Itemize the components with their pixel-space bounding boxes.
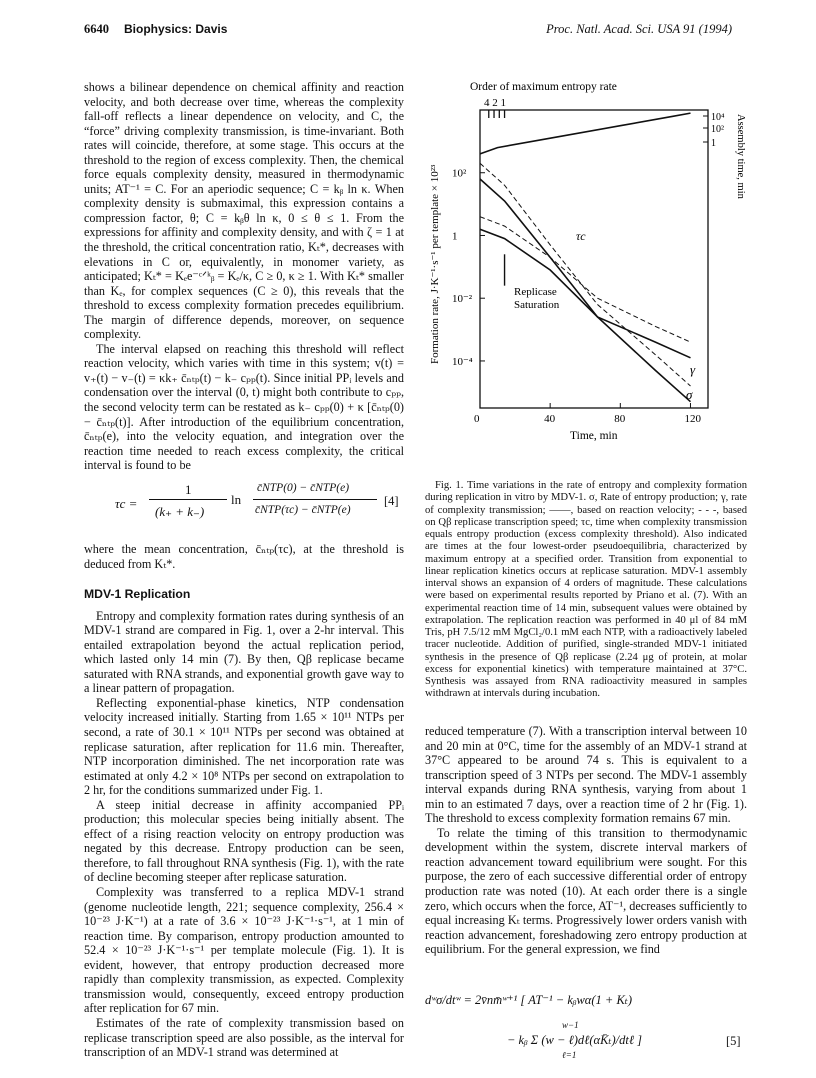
x-tick-label: 0 [474,413,480,425]
right-axis-label: Assembly time, min [735,114,746,199]
eq5-line1: dʷσ/dtʷ = 2v̄nm̄ʷ⁺¹ [ AT⁻¹ − kᵦwα(1 + Kₜ) [425,993,633,1007]
annotation-line1: Replicase [514,286,557,298]
y2-tick-label: 10⁴ [711,112,725,123]
eq4-ln: ln [231,492,242,507]
series-line-3 [480,163,691,386]
axes [452,110,725,425]
x-tick-label: 40 [544,413,556,425]
eq4-frac-num: 1 [185,482,192,497]
label-sigma: σ [686,387,693,402]
y-tick-label: 10⁻² [452,293,473,306]
paragraph: reduced temperature (7). With a transcription interval between 10 and 20 min at 0°C, time for the assembly of an MDV-1 strand at 37°C appeared to be around 74 s. This is equivalent to a transcription speed of 3 NTPs per second. The MDV-1 assembly interval expands during RNA synthesis, varying from about 1 min to an estimated 7 days, over a reaction time of 2 hr (Fig. 1). The threshold to excess complexity formation remains 67 min. [425,724,747,826]
paragraph: where the mean concentration, c̄ₙₜₚ(τc), at the threshold is deduced from Kₜ*. [84,542,404,571]
plot-area [480,113,691,402]
paragraph: Estimates of the rate of complexity transmission based on replicase transcription speed are also possible, as the interval for transcription of an MDV-1 strand was determined at [84,1015,404,1060]
caption-text: Fig. 1. Time variations in the rate of entropy and complexity formation during replication in vitro by MDV-1. σ, Rate of entropy production; γ, rate of complexity transmission; ——, based on reaction velocity; - - -, based on Qβ replicase transcription speed; τc, time when complexity transmission equals entropy production (excess complexity threshold). Also indicated are times at the four lowest-order pseudoequilibria, characterized by maximum entropy at a specified order. Transition from exponential to linear replication kinetics occurs at replicase saturation. MDV-1 assembly interval shows an expansion of 4 orders of magnitude. These calculations were based on experimental results reported by Priano et al. (7). With an experimental reaction time of 14 min, subsequent values were obtained by extrapolation. The replication reaction was performed in 40 μl of 84 mM Tris, pH 7.5/12 mM MgCl₂/0.1 mM each NTP, with a radioactively labeled tracer nucleotide. Addition of purified, single-stranded MDV-1 initiated synthesis in the presence of Qβ replicase (2.24 μg of protein, at molar excess for exponential kinetics) with temperature maintained at 37°C. Synthesis was assayed from RNA radioactivity measured in samples withdrawn at intervals during incubation. [425,480,747,700]
order-labels: 4 2 1 [484,97,506,109]
y-tick-label: 10⁻⁴ [452,355,473,368]
paragraph: shows a bilinear dependence on chemical affinity and reaction velocity, and both decrease over time, whereas the complexity fall-off reflects a linear dependence on velocity, and C, the “force” driving complexity transmission, is time-invariant. Both rates will coincide, therefore, at some stage. This occurs at the threshold to the region of excess complexity. Then, the chemical force equals complexity density, measured in thermodynamic units; AT⁻¹ = C. For an aperiodic sequence; C = kᵦ ln κ. When complexity density is submaximal, this expression contains a compression factor, θ; C = kᵦθ ln κ, 0 ≤ θ ≤ 1. From the expressions for affinity and complexity density, and with ζ = 1 at the threshold, the critical concentration ratio, Kₜ*, decreases with elevations in C or, equivalently, in monomer variety, as anticipated; Kₜ* = Kₑe⁻ᶜᐟᵏᵦ = Kₑ/κ, C ≥ 0, κ ≥ 1. With Kₜ* smaller than Kₑ, for complex sequences (C ≥ 0), this reveals that the threshold to excess complexity formation precedes equilibrium. The margin of difference depends, moreover, on sequence complexity. [84,80,404,342]
figure-caption [425,480,747,701]
paragraph: Reflecting exponential-phase kinetics, NTP condensation velocity increased initially. Starting from 1.65 × 10¹¹ NTPs per second, a rate of 30.1 × 10¹¹ NTPs per second was obtained at replicase saturation, after replication for 11.6 min. Thereafter, NTP incorporation diminished. The net incorporation rate was estimated at only 4.2 × 10⁸ NTPs per second on extrapolation to 2 hr, for the conditions summarized under Fig. 1. [84,695,404,798]
left-column [84,80,404,473]
series-line-0 [480,179,691,402]
series-line-4 [480,113,691,154]
label-tau: τc [576,229,586,243]
journal-citation: Proc. Natl. Acad. Sci. USA 91 (1994) [546,22,732,36]
eq5-sum-top: w−1 [562,1020,579,1030]
figure-1 [420,74,750,464]
y2-tick-label: 1 [711,138,716,149]
y-tick-label: 1 [452,230,458,243]
equation-5 [425,984,747,1064]
eq5-sum-bottom: ℓ=1 [562,1050,577,1060]
y2-tick-label: 10² [711,124,724,135]
y-axis-label: Formation rate, J·K⁻¹·s⁻¹ per template × 10²³ [429,164,441,364]
page-number: 6640 [84,22,109,36]
equation-4 [115,482,405,532]
series-line-1 [480,229,691,358]
paragraph: To relate the timing of this transition to thermodynamic development within the system, discrete interval markers of reaction advancement toward equilibrium were sought. For this purpose, the zero of each successive differential order of entropy production rate was noted (10). At each order there is a single zero, which occurs when the force, AT⁻¹, decreases sufficiently to equal increasing Kₜ terms. Progressively lower orders vanish with reaction advancement, foreshadowing zero entropy production at equilibrium. For the general expression, we find [425,825,747,957]
eq4-ratio-num: c̄NTP(0) − c̄NTP(e) [257,482,350,494]
paragraph: Complexity was transferred to a replica MDV-1 strand (genome nucleotide length, 221; sequence complexity, 256.4 × 10⁻²³ J·K⁻¹) at a rate of 3.6 × 10⁻²³ J·K⁻¹·s⁻¹, at 1 min of reaction time. By comparison, entropy production amounted to 52.4 × 10⁻²³ J·K⁻¹·s⁻¹ per template molecule (Fig. 1). It is evident, however, that entropy production decreased more rapidly than complexity transmission, as expected. Complexity transmission would, consequently, exceed entropy production after replication for 67 min. [84,885,404,1016]
section-title: MDV-1 Replication [84,587,191,602]
paragraph: The interval elapsed on reaching this threshold will reflect reaction velocity, which varies with time in this system; v(t) = v₊(t) − v₋(t) = κk₊ c̄ₙₜₚ(t) − k₋ cₚₚ(t). Since initial PPᵢ levels and condensation over the interval (0, t) might both contribute to cₚₚ, the second velocity term can be restated as k₋ cₚₚ(0) + κ [c̄ₙₜₚ(0) − c̄ₙₜₚ(t)]. After introduction of the equilibrium concentration, c̄ₙₜₚ(e), into the velocity equation, and integration over the reaction time needed to reach excess complexity, the critical interval is found to be [84,341,404,473]
y-tick-label: 10² [452,167,467,180]
paragraph: Entropy and complexity formation rates during synthesis of an MDV-1 strand are compared in Fig. 1, over a 2-hr interval. This entailed extrapolation beyond the actual replication period, which lasted only 14 min (7). By then, Qβ replicase became saturated with RNA strands, and exponential growth gave way to a linear pattern of propagation. [84,608,404,696]
x-axis-label: Time, min [570,430,618,442]
left-column-lower [84,542,404,1060]
paragraph: A steep initial decrease in affinity accompanied PPᵢ production; this molecular species being initially absent. The effect of a rising reaction velocity on entropy production was negated by this decrease. Entropy production can be seen, therefore, to fall throughout RNA synthesis (Fig. 1), with the rate of decline becoming steeper after replicase saturation. [84,797,404,885]
annotation-line2: Saturation [514,299,560,311]
equation-5-number: [5] [726,1034,741,1048]
right-column [425,724,747,957]
x-tick-label: 80 [614,413,626,425]
equation-4-number: [4] [384,494,399,508]
figure-top-label: Order of maximum entropy rate [470,81,617,93]
running-head: Biophysics: Davis [124,22,228,36]
plot-frame [480,110,708,408]
eq5-line2: − kᵦ Σ (w − ℓ)dℓ(αK̄ₜ)/dtℓ ] [507,1033,643,1047]
eq4-frac-den: (k₊ + k₋) [155,504,205,519]
eq4-lhs: τc = [115,496,138,511]
eq4-ratio-den: c̄NTP(τc) − c̄NTP(e) [255,504,351,516]
label-gamma: γ [690,362,696,377]
x-tick-label: 120 [684,413,701,425]
